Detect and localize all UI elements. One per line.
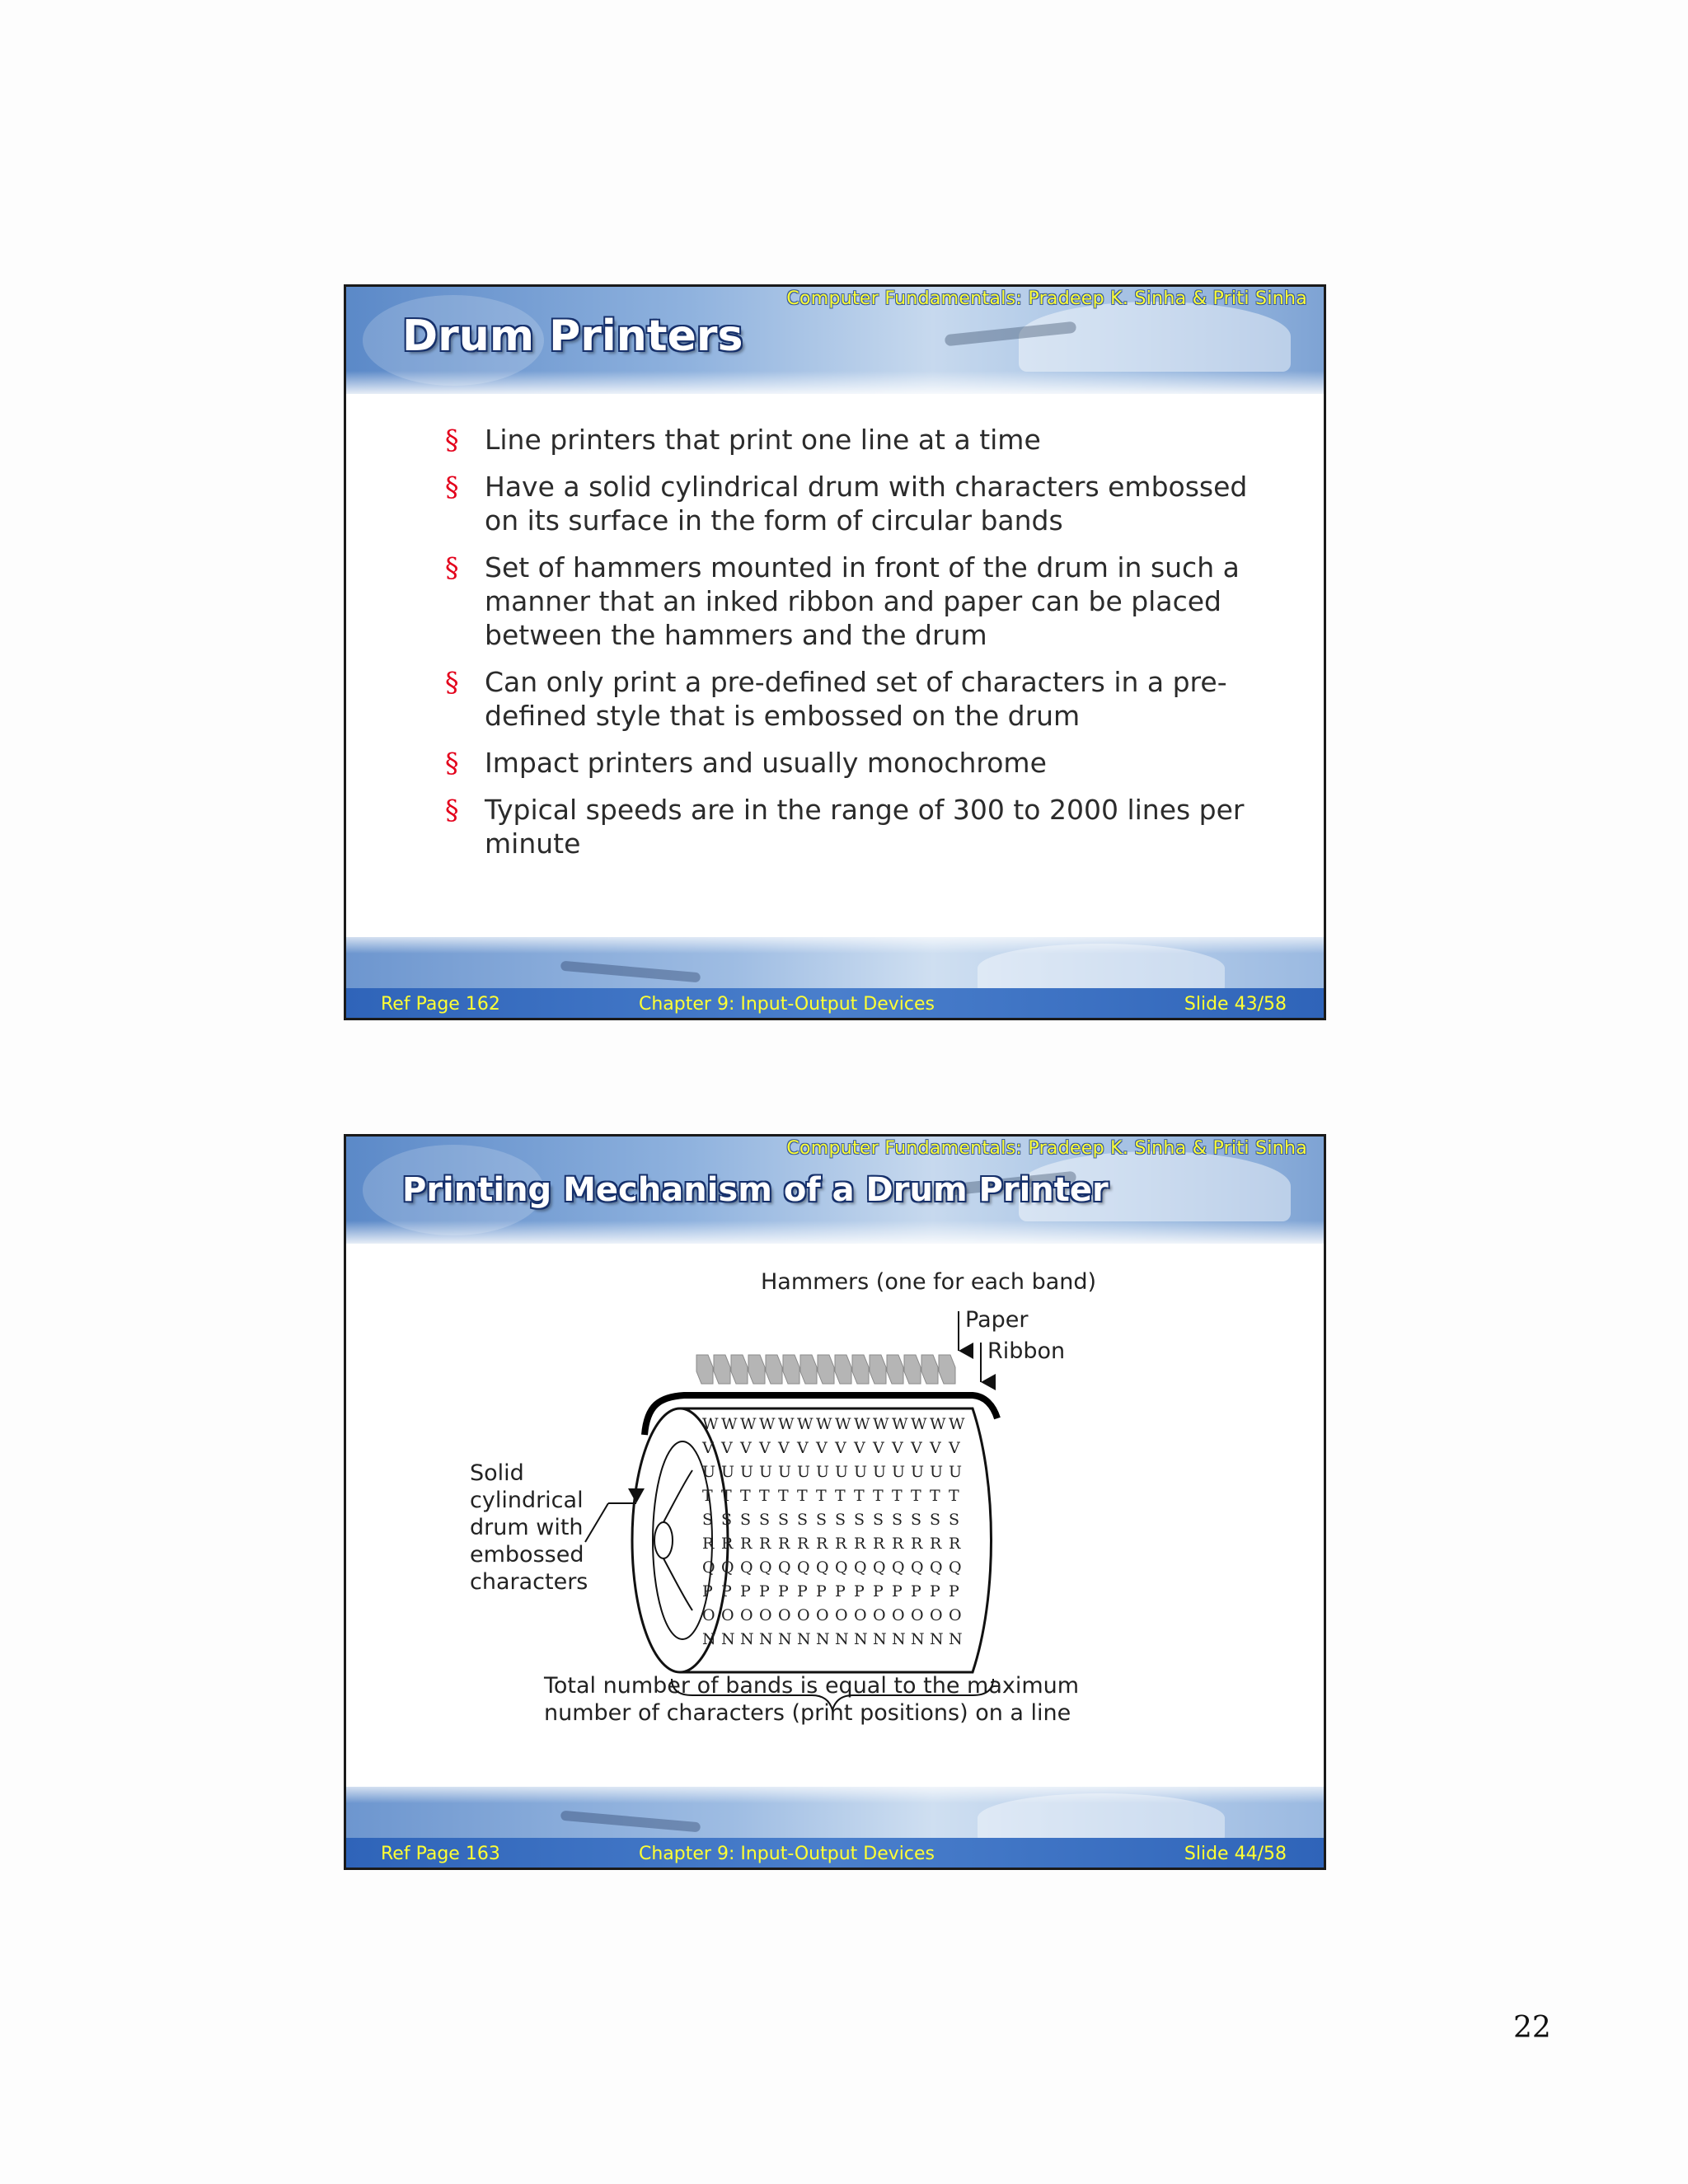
bullet-item: § Typical speeds are in the range of 300 to 2000 lines per minute <box>445 794 1245 860</box>
embossed-character: V <box>854 1439 865 1457</box>
drum-label: Solid cylindrical drum with embossed characters <box>470 1460 588 1595</box>
hammers <box>696 1355 955 1384</box>
page-number: 22 <box>1513 2011 1551 2045</box>
embossed-character: W <box>892 1415 908 1433</box>
hammer <box>748 1355 765 1384</box>
embossed-character: N <box>854 1630 868 1648</box>
embossed-character: N <box>778 1630 792 1648</box>
chapter-label: Chapter 9: Input-Output Devices <box>639 1844 935 1864</box>
ref-page: Ref Page 163 <box>381 1844 500 1864</box>
embossed-character: U <box>759 1463 773 1481</box>
embossed-character: O <box>816 1606 829 1624</box>
embossed-character: V <box>892 1439 903 1457</box>
embossed-character: R <box>835 1535 847 1553</box>
embossed-character: T <box>759 1487 770 1505</box>
bullet-list <box>445 423 1286 874</box>
embossed-character: W <box>759 1415 776 1433</box>
bands-brace <box>672 1679 993 1710</box>
embossed-character: T <box>949 1487 959 1505</box>
embossed-character: V <box>816 1439 828 1457</box>
bands-caption: Total number of bands is equal to the maximum number of characters (print positions) on a line <box>544 1673 1080 1726</box>
embossed-character: U <box>740 1463 754 1481</box>
embossed-character: S <box>721 1511 733 1529</box>
embossed-character: N <box>949 1630 963 1648</box>
embossed-character: Q <box>854 1558 867 1577</box>
hammers-label: Hammers (one for each band) <box>761 1269 1097 1295</box>
embossed-character: N <box>702 1630 716 1648</box>
bullet-item: § Impact printers and usually monochrome <box>445 747 1047 779</box>
embossed-character: R <box>740 1535 753 1553</box>
embossed-character: S <box>930 1511 941 1529</box>
embossed-character: P <box>892 1582 903 1601</box>
bullet-mark: § <box>445 471 459 503</box>
embossed-character: Q <box>778 1558 791 1577</box>
embossed-character: O <box>949 1606 962 1624</box>
embossed-character: S <box>873 1511 884 1529</box>
embossed-character: O <box>797 1606 810 1624</box>
chapter-label: Chapter 9: Input-Output Devices <box>639 994 935 1015</box>
embossed-character: R <box>816 1535 828 1553</box>
embossed-character: R <box>949 1535 961 1553</box>
embossed-character: S <box>816 1511 828 1529</box>
embossed-character: T <box>835 1487 846 1505</box>
embossed-character: V <box>797 1439 809 1457</box>
hammer <box>887 1355 903 1384</box>
embossed-character: U <box>892 1463 906 1481</box>
embossed-character: U <box>816 1463 830 1481</box>
ref-page: Ref Page 162 <box>381 994 500 1015</box>
bullet-item: § Line printers that print one line at a time <box>445 424 1041 456</box>
embossed-character: O <box>930 1606 943 1624</box>
embossed-character: U <box>873 1463 887 1481</box>
embossed-character: P <box>740 1582 751 1601</box>
embossed-character: T <box>930 1487 940 1505</box>
embossed-character: T <box>797 1487 808 1505</box>
embossed-character: U <box>702 1463 716 1481</box>
embossed-character: W <box>816 1415 832 1433</box>
embossed-character: S <box>797 1511 809 1529</box>
embossed-character: V <box>778 1439 790 1457</box>
embossed-character: O <box>892 1606 905 1624</box>
embossed-character: V <box>759 1439 771 1457</box>
embossed-character: O <box>778 1606 791 1624</box>
embossed-character: V <box>930 1439 941 1457</box>
hammer <box>696 1355 713 1384</box>
slide-title: Drum Printers <box>402 312 743 361</box>
hammer <box>818 1355 834 1384</box>
embossed-character: O <box>702 1606 715 1624</box>
slide-footer <box>346 937 1324 1018</box>
embossed-character: Q <box>873 1558 886 1577</box>
embossed-character: N <box>797 1630 811 1648</box>
embossed-character: P <box>816 1582 827 1601</box>
embossed-character: T <box>816 1487 827 1505</box>
embossed-character: Q <box>892 1558 905 1577</box>
embossed-character: R <box>873 1535 885 1553</box>
embossed-character: P <box>911 1582 921 1601</box>
embossed-character: P <box>949 1582 959 1601</box>
bullet-mark: § <box>445 551 459 583</box>
embossed-character: O <box>835 1606 848 1624</box>
embossed-character: P <box>702 1582 713 1601</box>
hammer <box>714 1355 730 1384</box>
slide-number: Slide 44/58 <box>1184 1844 1287 1864</box>
embossed-character: P <box>797 1582 808 1601</box>
embossed-character: Q <box>949 1558 962 1577</box>
slide-printing-mechanism <box>344 1134 1326 1870</box>
embossed-character: R <box>778 1535 790 1553</box>
embossed-character: V <box>835 1439 846 1457</box>
embossed-character: U <box>949 1463 963 1481</box>
bullet-mark: § <box>445 747 459 779</box>
embossed-character: R <box>759 1535 771 1553</box>
embossed-character: O <box>721 1606 734 1624</box>
slide-number: Slide 43/58 <box>1184 994 1287 1015</box>
embossed-character: T <box>740 1487 751 1505</box>
embossed-character: V <box>873 1439 884 1457</box>
embossed-character: Q <box>759 1558 772 1577</box>
embossed-character: O <box>911 1606 924 1624</box>
hammer <box>800 1355 817 1384</box>
embossed-character: O <box>740 1606 753 1624</box>
hammer <box>731 1355 748 1384</box>
embossed-character: V <box>949 1439 960 1457</box>
embossed-character: N <box>816 1630 830 1648</box>
drum-printer-diagram <box>346 1244 1324 1788</box>
embossed-character: Q <box>797 1558 810 1577</box>
bullet-mark: § <box>445 794 459 826</box>
embossed-character: Q <box>835 1558 848 1577</box>
bullet-mark: § <box>445 424 459 456</box>
embossed-character: N <box>835 1630 849 1648</box>
bullet-mark: § <box>445 666 459 698</box>
embossed-character: U <box>930 1463 944 1481</box>
embossed-character: W <box>930 1415 946 1433</box>
bullet-item: § Set of hammers mounted in front of the drum in such a manner that an inked ribbon and paper can be placed between the hammers and the drum <box>445 551 1240 651</box>
embossed-character: V <box>740 1439 752 1457</box>
embossed-character: N <box>759 1630 773 1648</box>
embossed-character: U <box>911 1463 925 1481</box>
slide-drum-printers <box>344 284 1326 1020</box>
embossed-character: S <box>778 1511 790 1529</box>
embossed-character: Q <box>816 1558 829 1577</box>
hammer <box>852 1355 869 1384</box>
embossed-character: T <box>778 1487 789 1505</box>
embossed-character: P <box>930 1582 940 1601</box>
hammer <box>766 1355 782 1384</box>
embossed-character: P <box>721 1582 732 1601</box>
embossed-character: N <box>892 1630 906 1648</box>
slide-title: Printing Mechanism of a Drum Printer <box>402 1171 1109 1209</box>
embossed-character: S <box>911 1511 922 1529</box>
embossed-character: T <box>854 1487 865 1505</box>
embossed-character: W <box>778 1415 795 1433</box>
embossed-character: T <box>721 1487 732 1505</box>
embossed-character: U <box>797 1463 811 1481</box>
embossed-character: P <box>835 1582 846 1601</box>
embossed-character: W <box>702 1415 719 1433</box>
embossed-character: S <box>949 1511 960 1529</box>
embossed-character: R <box>892 1535 904 1553</box>
embossed-character: V <box>702 1439 714 1457</box>
embossed-character: Q <box>721 1558 734 1577</box>
embossed-character: T <box>892 1487 903 1505</box>
embossed-character: U <box>778 1463 792 1481</box>
embossed-character: T <box>702 1487 713 1505</box>
embossed-character: R <box>854 1535 866 1553</box>
embossed-character: U <box>854 1463 868 1481</box>
embossed-character: S <box>854 1511 865 1529</box>
embossed-character: R <box>911 1535 923 1553</box>
embossed-character: W <box>797 1415 814 1433</box>
embossed-character: Q <box>740 1558 753 1577</box>
embossed-character: W <box>740 1415 757 1433</box>
embossed-character: R <box>930 1535 942 1553</box>
embossed-character: P <box>759 1582 770 1601</box>
hammer <box>870 1355 886 1384</box>
embossed-character: W <box>911 1415 927 1433</box>
embossed-character: U <box>835 1463 849 1481</box>
embossed-character: O <box>759 1606 772 1624</box>
embossed-character: U <box>721 1463 735 1481</box>
embossed-character: Q <box>702 1558 715 1577</box>
hammer <box>904 1355 921 1384</box>
slide-footer <box>346 1787 1324 1868</box>
embossed-character: O <box>873 1606 886 1624</box>
paper-label: Paper <box>965 1307 1029 1333</box>
embossed-character: W <box>835 1415 851 1433</box>
embossed-character: S <box>835 1511 846 1529</box>
book-credit: Computer Fundamentals: Pradeep K. Sinha & Priti Sinha <box>786 288 1307 309</box>
embossed-character: R <box>797 1535 809 1553</box>
embossed-character: W <box>873 1415 889 1433</box>
embossed-character: S <box>702 1511 714 1529</box>
embossed-character: P <box>873 1582 884 1601</box>
embossed-character: Q <box>911 1558 924 1577</box>
embossed-character: N <box>740 1630 754 1648</box>
embossed-character: W <box>949 1415 965 1433</box>
embossed-character: T <box>873 1487 884 1505</box>
embossed-character: O <box>854 1606 867 1624</box>
hammer <box>921 1355 938 1384</box>
embossed-character: N <box>721 1630 735 1648</box>
embossed-character: V <box>911 1439 922 1457</box>
embossed-character: W <box>854 1415 870 1433</box>
bullet-item: § Have a solid cylindrical drum with characters embossed on its surface in the form of circular bands <box>445 471 1248 537</box>
hammer <box>939 1355 955 1384</box>
bullet-item: § Can only print a pre-defined set of characters in a pre-defined style that is embossed on the drum <box>445 666 1227 732</box>
embossed-character: N <box>930 1630 944 1648</box>
embossed-character: V <box>721 1439 733 1457</box>
book-credit: Computer Fundamentals: Pradeep K. Sinha & Priti Sinha <box>786 1138 1307 1159</box>
drum-illustration <box>346 1244 1324 1788</box>
embossed-character: R <box>702 1535 715 1553</box>
embossed-character: N <box>911 1630 925 1648</box>
embossed-character: S <box>759 1511 771 1529</box>
embossed-character: T <box>911 1487 921 1505</box>
hammer <box>783 1355 799 1384</box>
embossed-character: N <box>873 1630 887 1648</box>
embossed-character: W <box>721 1415 738 1433</box>
embossed-character: Q <box>930 1558 943 1577</box>
embossed-character: P <box>854 1582 865 1601</box>
embossed-character: R <box>721 1535 734 1553</box>
embossed-character: S <box>892 1511 903 1529</box>
embossed-character: S <box>740 1511 752 1529</box>
embossed-character: P <box>778 1582 789 1601</box>
hammer <box>835 1355 851 1384</box>
ribbon-label: Ribbon <box>987 1338 1066 1364</box>
